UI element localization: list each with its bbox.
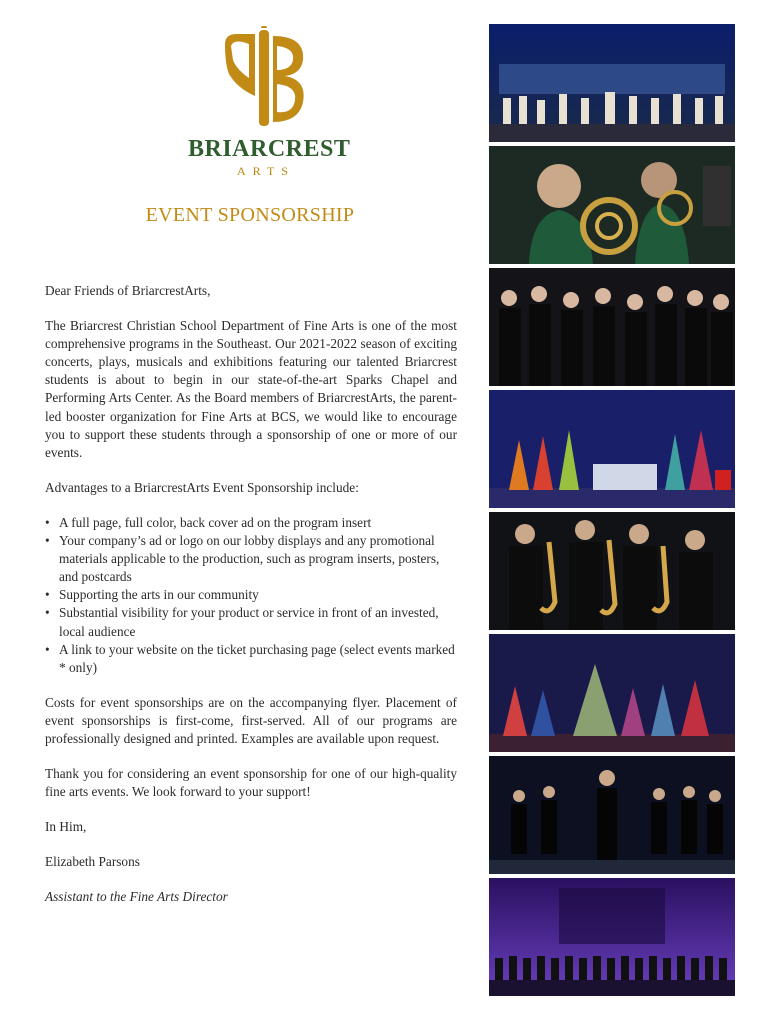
photo-musical-costumes (489, 634, 735, 752)
photo-saxophone-band (489, 512, 735, 630)
thanks-paragraph: Thank you for considering an event sponsorship for one of our high-quality fine arts events. We look forward to your support! (45, 766, 457, 800)
photo-column (489, 24, 735, 1000)
costs-paragraph: Costs for event sponsorships are on the accompanying flyer. Placement of event sponsorships is first-come, first-served. All of our programs are professionally designed and printed. Examples are available upon request. (45, 694, 457, 746)
signer-name: Elizabeth Parsons (45, 854, 140, 870)
letter-body (45, 282, 457, 924)
intro-paragraph: The Briarcrest Christian School Department of Fine Arts is one of the most comprehensive programs in the Southeast. Our 2021-2022 season of exciting concerts, plays, musicals and exhibitions featuring our talented Briarcrest students is about to begin in our state-of-the-art Sparks Chapel and Performing Arts Center. As the Board members of BriarcrestArts, the parent-led booster organization for Fine Arts at BCS, we would like to encourage you to support these students through a sponsorship of one or more of our events. (45, 318, 457, 460)
list-item: • Your company’s ad or logo on our lobby displays and any promotional materials applicable to the production, such as program inserts, posters, and postcards (45, 532, 457, 586)
list-item: • Supporting the arts in our community (45, 586, 457, 604)
list-item: • A link to your website on the ticket purchasing page (select events marked * only) (45, 641, 457, 677)
advantages-heading: Advantages to a BriarcrestArts Event Sponsorship include: (45, 479, 359, 495)
photo-french-horn (489, 146, 735, 264)
photo-stage-play (489, 24, 735, 142)
greeting: Dear Friends of BriarcrestArts, (45, 283, 211, 298)
list-item: • Substantial visibility for your product or service in front of an invested, local audience (45, 604, 457, 640)
photo-choir-masks (489, 268, 735, 386)
closing: In Him, (45, 819, 87, 835)
brand-sub: ARTS (237, 164, 295, 178)
list-item: • A full page, full color, back cover ad on the program insert (45, 514, 457, 532)
photo-choir-stage (489, 878, 735, 996)
briarcrest-arts-logo (188, 26, 351, 179)
signer-title: Assistant to the Fine Arts Director (45, 889, 228, 905)
photo-vocal-ensemble (489, 756, 735, 874)
advantages-list (45, 514, 457, 677)
photo-tea-party (489, 390, 735, 508)
brand-name: BRIARCREST (188, 136, 351, 162)
briarcrest-crest-icon (215, 26, 311, 130)
page-title: EVENT SPONSORSHIP (145, 204, 355, 226)
